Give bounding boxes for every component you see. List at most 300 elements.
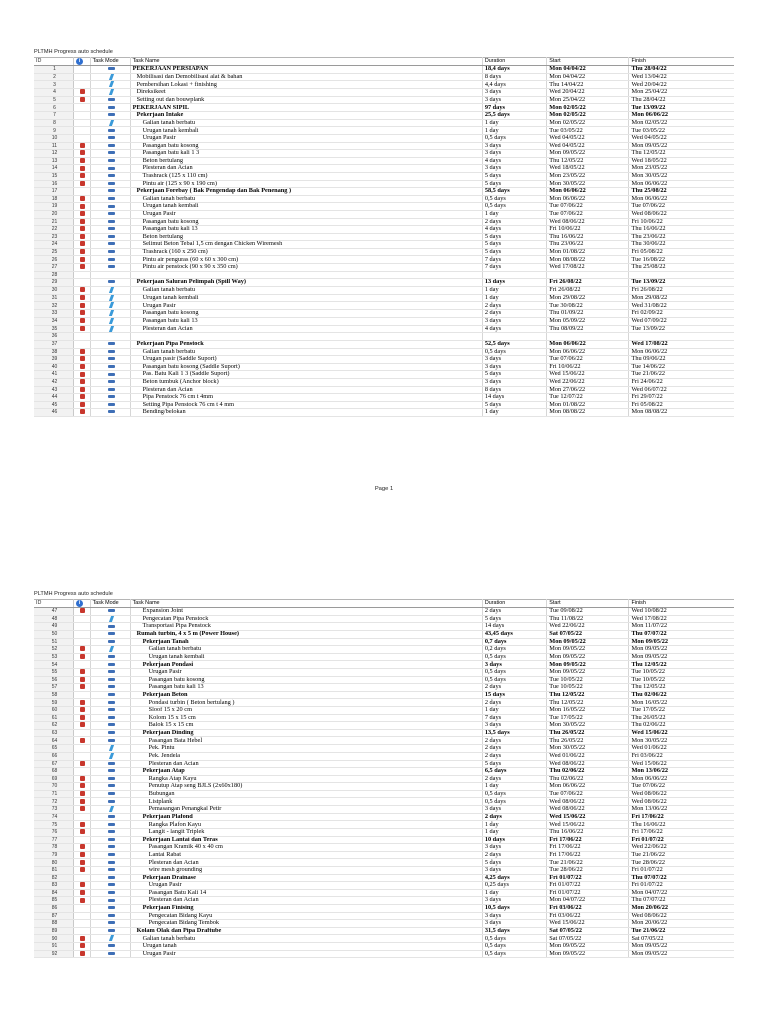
task-start: Wed 04/05/22 [547, 142, 629, 150]
auto-schedule-icon [108, 113, 115, 116]
task-row[interactable] [34, 684, 734, 692]
task-row[interactable] [34, 920, 734, 928]
report-title-page-2: PLTMH Progress auto schedule [34, 591, 113, 597]
task-indicator [73, 150, 90, 158]
task-row[interactable] [34, 752, 734, 760]
task-indicator [73, 264, 90, 272]
task-row[interactable] [34, 256, 734, 264]
task-row[interactable] [34, 615, 734, 623]
task-duration: 1 day [482, 119, 546, 127]
report-page-1 [0, 0, 768, 500]
task-id: 18 [34, 195, 73, 203]
task-name: Plesteran dan Acian [130, 897, 482, 905]
task-indicator [73, 233, 90, 241]
task-row[interactable] [34, 798, 734, 806]
task-start: Thu 26/05/22 [547, 729, 629, 737]
task-row[interactable] [34, 89, 734, 97]
task-start: Mon 09/05/22 [547, 669, 629, 677]
task-indicator [73, 66, 90, 74]
task-id: 57 [34, 684, 73, 692]
task-start: Fri 01/07/22 [547, 889, 629, 897]
task-row[interactable] [34, 745, 734, 753]
task-name: Pintu air penguras (60 x 60 x 300 cm) [130, 256, 482, 264]
task-mode [90, 821, 130, 829]
task-name: Beton bertulang [130, 157, 482, 165]
auto-schedule-icon [108, 914, 115, 917]
task-indicator [73, 813, 90, 821]
column-header-start: Start [547, 58, 629, 66]
task-row[interactable] [34, 386, 734, 394]
task-row[interactable] [34, 829, 734, 837]
task-start: Mon 08/08/22 [547, 409, 629, 417]
task-row[interactable] [34, 691, 734, 699]
task-row[interactable] [34, 638, 734, 646]
task-row[interactable] [34, 279, 734, 287]
task-row[interactable] [34, 836, 734, 844]
task-finish: Fri 29/07/22 [629, 394, 734, 402]
task-indicator [73, 829, 90, 837]
task-row[interactable] [34, 119, 734, 127]
task-mode [90, 157, 130, 165]
task-row[interactable] [34, 394, 734, 402]
task-row[interactable] [34, 302, 734, 310]
task-duration: 2 days [482, 745, 546, 753]
task-id: 7 [34, 112, 73, 120]
task-id: 27 [34, 264, 73, 272]
task-row[interactable] [34, 707, 734, 715]
task-row[interactable] [34, 699, 734, 707]
auto-schedule-icon [108, 357, 115, 360]
resource-indicator-icon [80, 196, 85, 201]
task-row[interactable] [34, 950, 734, 958]
auto-schedule-icon [108, 701, 115, 704]
task-name: Pasangan Kramik 40 x 40 cm [130, 844, 482, 852]
task-row[interactable] [34, 630, 734, 638]
task-duration: 2 days [482, 737, 546, 745]
task-id: 36 [34, 333, 73, 341]
task-start: Mon 04/04/22 [547, 73, 629, 81]
resource-indicator-icon [80, 936, 85, 941]
task-start: Mon 30/05/22 [547, 180, 629, 188]
task-row[interactable] [34, 96, 734, 104]
task-start: Mon 09/05/22 [547, 661, 629, 669]
task-start: Sat 07/05/22 [547, 630, 629, 638]
task-finish: Tue 21/06/22 [629, 927, 734, 935]
task-id: 58 [34, 691, 73, 699]
task-finish: Mon 13/06/22 [629, 768, 734, 776]
column-header-duration: Duration [482, 600, 546, 608]
task-row[interactable] [34, 248, 734, 256]
task-row[interactable] [34, 172, 734, 180]
task-start: Mon 02/05/22 [547, 104, 629, 112]
task-mode [90, 81, 130, 89]
task-finish: Wed 08/06/22 [629, 912, 734, 920]
task-row[interactable] [34, 150, 734, 158]
resource-indicator-icon [80, 326, 85, 331]
resource-indicator-icon [80, 257, 85, 262]
auto-schedule-icon [108, 129, 115, 132]
task-row[interactable] [34, 340, 734, 348]
auto-schedule-icon [108, 723, 115, 726]
column-header-indicators [73, 58, 90, 66]
task-row[interactable] [34, 218, 734, 226]
task-finish: Mon 13/06/22 [629, 806, 734, 814]
task-indicator [73, 241, 90, 249]
task-row[interactable] [34, 310, 734, 318]
task-duration: 0,5 days [482, 203, 546, 211]
task-name: Pekerjaan Pondasi [130, 661, 482, 669]
task-name: Urugan Pasir [130, 134, 482, 142]
task-id: 8 [34, 119, 73, 127]
task-id: 35 [34, 325, 73, 333]
task-row[interactable] [34, 661, 734, 669]
task-row[interactable] [34, 783, 734, 791]
task-start [547, 333, 629, 341]
task-start: Thu 14/04/22 [547, 81, 629, 89]
task-row[interactable] [34, 294, 734, 302]
task-id: 70 [34, 783, 73, 791]
task-duration: 2 days [482, 302, 546, 310]
task-indicator [73, 378, 90, 386]
task-row[interactable] [34, 73, 734, 81]
task-name: Urugan Pasir [130, 210, 482, 218]
task-start: Thu 11/08/22 [547, 615, 629, 623]
task-id: 6 [34, 104, 73, 112]
task-duration: 43,45 days [482, 630, 546, 638]
column-header-indicators [73, 600, 90, 608]
column-header-finish: Finish [629, 58, 734, 66]
task-mode [90, 96, 130, 104]
task-name: Urugan tanah kembali [130, 127, 482, 135]
task-row[interactable] [34, 927, 734, 935]
task-row[interactable] [34, 363, 734, 371]
task-indicator [73, 356, 90, 364]
task-row[interactable] [34, 165, 734, 173]
task-finish: Mon 16/05/22 [629, 699, 734, 707]
task-duration: 3 days [482, 722, 546, 730]
task-finish: Tue 14/06/22 [629, 363, 734, 371]
task-row[interactable] [34, 851, 734, 859]
task-start: Fri 03/06/22 [547, 912, 629, 920]
task-start: Wed 15/06/22 [547, 371, 629, 379]
task-row[interactable] [34, 142, 734, 150]
resource-indicator-icon [80, 867, 85, 872]
task-row[interactable] [34, 935, 734, 943]
page-number: Page 1 [374, 486, 394, 492]
auto-schedule-icon [108, 929, 115, 932]
task-id: 79 [34, 851, 73, 859]
task-row[interactable] [34, 325, 734, 333]
auto-schedule-icon [108, 365, 115, 368]
resource-indicator-icon [80, 882, 85, 887]
task-row[interactable] [34, 317, 734, 325]
task-row[interactable] [34, 66, 734, 74]
resource-indicator-icon [80, 226, 85, 231]
task-row[interactable] [34, 348, 734, 356]
task-finish: Tue 16/08/22 [629, 256, 734, 264]
task-row[interactable] [34, 157, 734, 165]
task-id: 10 [34, 134, 73, 142]
task-duration: 3 days [482, 317, 546, 325]
auto-schedule-icon [108, 632, 115, 635]
task-duration: 4 days [482, 226, 546, 234]
task-finish: Wed 17/08/22 [629, 340, 734, 348]
task-start: Mon 29/08/22 [547, 294, 629, 302]
task-row[interactable] [34, 653, 734, 661]
task-id: 82 [34, 874, 73, 882]
task-duration: 15 days [482, 691, 546, 699]
task-mode [90, 134, 130, 142]
task-row[interactable] [34, 333, 734, 341]
task-name: Pas. Batu Kali 1 3 (Saddle Suport) [130, 371, 482, 379]
task-start: Wed 22/06/22 [547, 623, 629, 631]
task-name: Mobilisasi dan Demobilisasi alat & bahan [130, 73, 482, 81]
task-row[interactable] [34, 81, 734, 89]
task-finish: Fri 17/06/22 [629, 813, 734, 821]
auto-schedule-icon [108, 838, 115, 841]
task-row[interactable] [34, 821, 734, 829]
task-row[interactable] [34, 356, 734, 364]
task-row[interactable] [34, 188, 734, 196]
manual-schedule-icon [109, 120, 114, 126]
task-name: Pek. Pintu [130, 745, 482, 753]
task-indicator [73, 89, 90, 97]
task-indicator [73, 904, 90, 912]
auto-schedule-icon [108, 197, 115, 200]
task-row[interactable] [34, 722, 734, 730]
task-mode [90, 775, 130, 783]
task-row[interactable] [34, 195, 734, 203]
task-mode [90, 310, 130, 318]
task-id: 89 [34, 927, 73, 935]
task-row[interactable] [34, 112, 734, 120]
task-finish: Wed 08/06/22 [629, 798, 734, 806]
task-id: 71 [34, 790, 73, 798]
task-duration: 3 days [482, 897, 546, 905]
task-name: Pasangan batu kali 13 [130, 684, 482, 692]
task-name: Urugan tanah kembali [130, 653, 482, 661]
auto-schedule-icon [108, 762, 115, 765]
task-duration: 1 day [482, 707, 546, 715]
task-finish: Fri 02/09/22 [629, 310, 734, 318]
task-row[interactable] [34, 378, 734, 386]
task-id: 55 [34, 669, 73, 677]
task-row[interactable] [34, 203, 734, 211]
task-row[interactable] [34, 134, 734, 142]
task-row[interactable] [34, 790, 734, 798]
task-row[interactable] [34, 859, 734, 867]
task-row[interactable] [34, 866, 734, 874]
task-mode [90, 188, 130, 196]
task-row[interactable] [34, 371, 734, 379]
task-start: Tue 07/06/22 [547, 356, 629, 364]
task-indicator [73, 882, 90, 890]
task-indicator [73, 226, 90, 234]
task-row[interactable] [34, 210, 734, 218]
task-finish [629, 333, 734, 341]
task-row[interactable] [34, 127, 734, 135]
task-mode [90, 676, 130, 684]
task-row[interactable] [34, 676, 734, 684]
auto-schedule-icon [108, 921, 115, 924]
task-duration: 1 day [482, 889, 546, 897]
task-start: Fri 26/08/22 [547, 286, 629, 294]
task-indicator [73, 806, 90, 814]
task-row[interactable] [34, 104, 734, 112]
task-row[interactable] [34, 737, 734, 745]
task-row[interactable] [34, 813, 734, 821]
auto-schedule-icon [108, 952, 115, 955]
task-name: Pintu air (125 x 90 x 190 cm) [130, 180, 482, 188]
resource-indicator-icon [80, 97, 85, 102]
task-row[interactable] [34, 874, 734, 882]
auto-schedule-icon [108, 625, 115, 628]
task-name: Trashrack (160 x 250 cm) [130, 248, 482, 256]
task-row[interactable] [34, 714, 734, 722]
task-id: 50 [34, 630, 73, 638]
manual-schedule-icon [109, 616, 114, 622]
task-id: 53 [34, 653, 73, 661]
task-duration: 2 days [482, 851, 546, 859]
task-row[interactable] [34, 775, 734, 783]
task-mode [90, 691, 130, 699]
task-row[interactable] [34, 233, 734, 241]
task-duration: 5 days [482, 615, 546, 623]
resource-indicator-icon [80, 943, 85, 948]
task-name: Plesteran dan Acian [130, 165, 482, 173]
task-start: Wed 18/05/22 [547, 165, 629, 173]
task-start: Tue 07/06/22 [547, 210, 629, 218]
task-row[interactable] [34, 943, 734, 951]
task-name: Pengecatan Pipa Penstock [130, 615, 482, 623]
task-indicator [73, 165, 90, 173]
task-duration: 3 days [482, 165, 546, 173]
task-id: 1 [34, 66, 73, 74]
resource-indicator-icon [80, 318, 85, 323]
task-indicator [73, 608, 90, 616]
task-indicator [73, 256, 90, 264]
task-start: Fri 17/06/22 [547, 836, 629, 844]
task-start: Wed 08/06/22 [547, 806, 629, 814]
task-row[interactable] [34, 912, 734, 920]
task-row[interactable] [34, 286, 734, 294]
task-duration: 10 days [482, 836, 546, 844]
task-name: Pondasi turbin ( Beton bertulang ) [130, 699, 482, 707]
task-indicator [73, 943, 90, 951]
auto-schedule-icon [108, 227, 115, 230]
task-mode [90, 233, 130, 241]
task-indicator [73, 302, 90, 310]
task-name: Rangka Atap Kayu [130, 775, 482, 783]
task-row[interactable] [34, 608, 734, 616]
task-indicator [73, 752, 90, 760]
task-name: Pekerjaan Finising [130, 904, 482, 912]
task-row[interactable] [34, 806, 734, 814]
task-start: Mon 16/05/22 [547, 707, 629, 715]
info-icon: i [76, 58, 83, 65]
task-mode [90, 859, 130, 867]
task-id: 65 [34, 745, 73, 753]
manual-schedule-icon [109, 935, 114, 941]
task-row[interactable] [34, 882, 734, 890]
task-row[interactable] [34, 729, 734, 737]
task-mode [90, 363, 130, 371]
resource-indicator-icon [80, 654, 85, 659]
task-finish: Thu 23/06/22 [629, 233, 734, 241]
task-row[interactable] [34, 401, 734, 409]
task-mode [90, 661, 130, 669]
task-row[interactable] [34, 271, 734, 279]
task-finish: Mon 09/05/22 [629, 646, 734, 654]
task-row[interactable] [34, 646, 734, 654]
task-indicator [73, 737, 90, 745]
auto-schedule-icon [108, 784, 115, 787]
task-row[interactable] [34, 264, 734, 272]
task-duration: 2 days [482, 218, 546, 226]
task-name: Pekerjaan Saluran Pelimpah (Spill Way) [130, 279, 482, 287]
task-start: Fri 17/06/22 [547, 851, 629, 859]
task-row[interactable] [34, 409, 734, 417]
task-row[interactable] [34, 226, 734, 234]
task-mode [90, 752, 130, 760]
task-row[interactable] [34, 669, 734, 677]
task-id: 34 [34, 317, 73, 325]
task-row[interactable] [34, 844, 734, 852]
task-row[interactable] [34, 897, 734, 905]
task-mode [90, 302, 130, 310]
resource-indicator-icon [80, 379, 85, 384]
task-indicator [73, 81, 90, 89]
task-name: Transportasi Pipa Penstock [130, 623, 482, 631]
task-indicator [73, 897, 90, 905]
task-name: Pasangan batu kali 13 [130, 226, 482, 234]
auto-schedule-icon [108, 220, 115, 223]
task-indicator [73, 889, 90, 897]
task-row[interactable] [34, 904, 734, 912]
task-name: Direksikeet [130, 89, 482, 97]
task-indicator [73, 218, 90, 226]
task-id: 29 [34, 279, 73, 287]
task-id: 39 [34, 356, 73, 364]
task-indicator [73, 195, 90, 203]
task-duration: 25,5 days [482, 112, 546, 120]
task-start: Fri 03/06/22 [547, 904, 629, 912]
task-duration: 97 days [482, 104, 546, 112]
task-mode [90, 874, 130, 882]
task-mode [90, 904, 130, 912]
task-id: 3 [34, 81, 73, 89]
task-row[interactable] [34, 760, 734, 768]
auto-schedule-icon [108, 685, 115, 688]
task-row[interactable] [34, 241, 734, 249]
task-mode [90, 119, 130, 127]
task-duration: 2 days [482, 684, 546, 692]
auto-schedule-icon [108, 891, 115, 894]
task-start: Fri 10/06/22 [547, 363, 629, 371]
task-finish: Mon 30/05/22 [629, 172, 734, 180]
auto-schedule-icon [108, 205, 115, 208]
resource-indicator-icon [80, 394, 85, 399]
task-row[interactable] [34, 768, 734, 776]
resource-indicator-icon [80, 799, 85, 804]
resource-indicator-icon [80, 700, 85, 705]
task-row[interactable] [34, 180, 734, 188]
task-row[interactable] [34, 889, 734, 897]
column-header-duration: Duration [482, 58, 546, 66]
task-row[interactable] [34, 623, 734, 631]
task-finish: Tue 13/09/22 [629, 104, 734, 112]
task-duration: 3 days [482, 378, 546, 386]
